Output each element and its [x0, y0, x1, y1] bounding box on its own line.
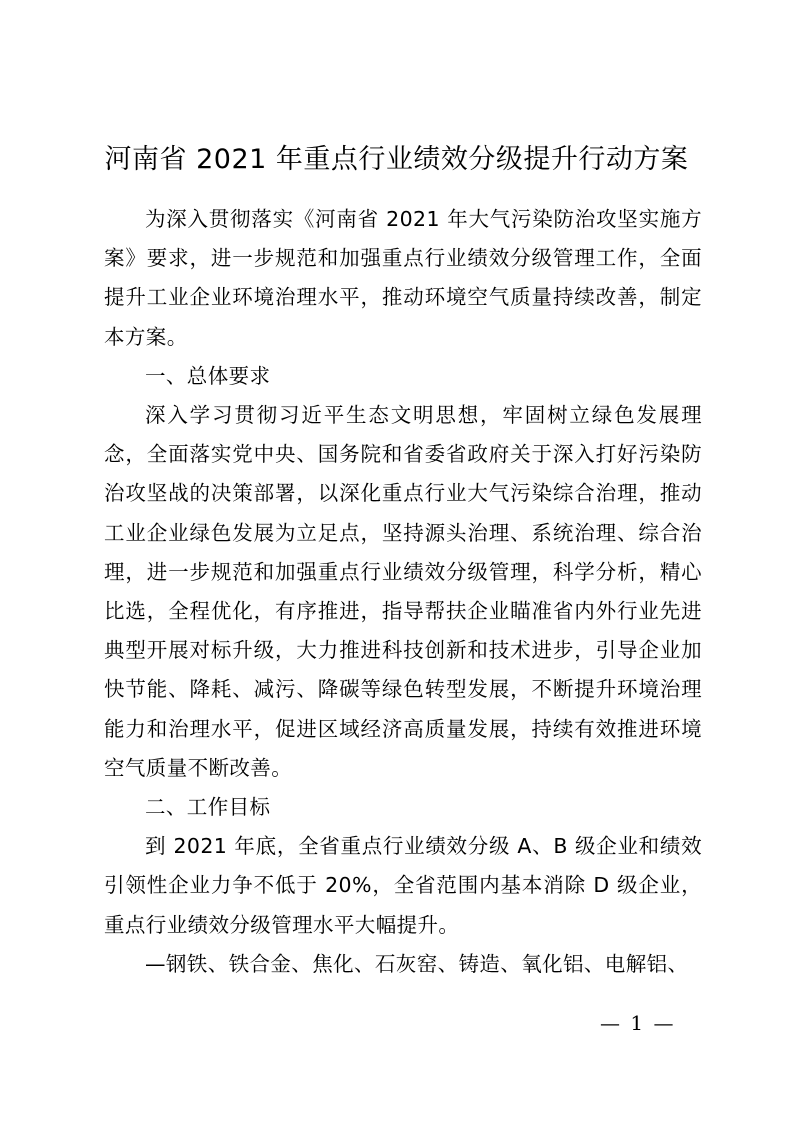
section-2-paragraph: 到 2021 年底，全省重点行业绩效分级 A、B 级企业和绩效引领性企业力争不低于 20%，全省范围内基本消除 D 级企业，重点行业绩效分级管理水平大幅提升。 [104, 834, 702, 937]
intro-paragraph: 为深入贯彻落实《河南省 2021 年大气污染防治攻坚实施方案》要求，进一步规范和加强重点行业绩效分级管理工作，全面提升工业企业环境治理水平，推动环境空气质量持续改善，制定本方案。 [104, 207, 702, 349]
section-1-paragraph: 深入学习贯彻习近平生态文明思想，牢固树立绿色发展理念，全面落实党中央、国务院和省委省政府关于深入打好污染防治攻坚战的决策部署，以深化重点行业大气污染综合治理，推动工业企业绿色发展为立足点，坚持源头治理、系统治理、综合治理，进一步规范和加强重点行业绩效分级管理，科学分析，精心比选，全程优化，有序推进，指导帮扶企业瞄准省内外行业先进典型开展对标升级，大力推进科技创新和技术进步，引导企业加快节能、降耗、减污、降碳等绿色转型发展，不断提升环境治理能力和治理水平，促进区域经济高质量发展，持续有效推进环境空气质量不断改善。 [104, 403, 702, 780]
document-title: 河南省 2021 年重点行业绩效分级提升行动方案 [104, 144, 689, 175]
page-number: — 1 — [600, 1011, 676, 1035]
section-1-heading: 一、总体要求 [145, 363, 271, 388]
section-2-heading: 二、工作目标 [145, 795, 271, 820]
document-body [104, 200, 702, 984]
industry-list-item: —钢铁、铁合金、焦化、石灰窑、铸造、氧化铝、电解铝、 [145, 951, 689, 976]
